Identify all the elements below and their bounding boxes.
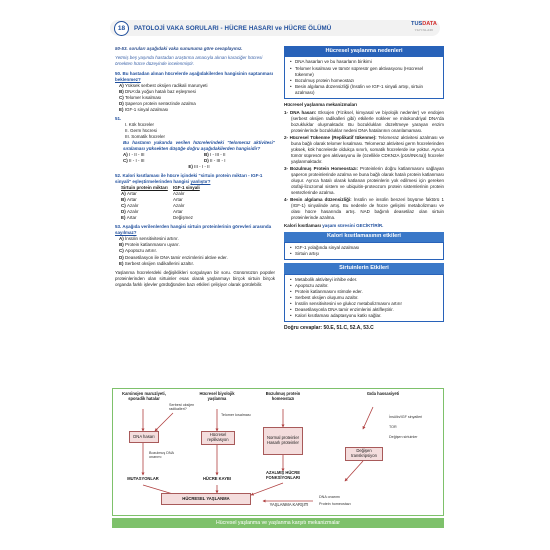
logo-subtitle: YAYINLARI bbox=[414, 28, 434, 33]
q51-option-2: C) II - I - III bbox=[123, 158, 145, 164]
question-51-list bbox=[115, 122, 275, 140]
arrow-trans-aging bbox=[345, 461, 363, 481]
sirtuin-effects-title: Sirtuinlerin Etkileri bbox=[284, 263, 444, 273]
q52-row-sirtuin: C) Azalır bbox=[121, 203, 139, 209]
mechanism-item: 3- Bozulmuş Protein Homeostazı: Proteinlerin doğru katlanmasını sağlayan şaperon proteinlerinde azalma ve buna bağlı olarak hatalı protein katlanması oluşur. Ayrıca hatalı olarak katlanan proteinlerin yok edilmesi için gereken otofaji-lizozomal sistem ve ubiquitin-proteozom protein sistemlerinin protein sentezlerinde azalma. bbox=[284, 165, 444, 195]
q52-row-sirtuin: D) Azalır bbox=[121, 209, 139, 215]
table-header-sirtuin: Sirtuin protein miktarı bbox=[121, 185, 168, 191]
mechanisms-list bbox=[284, 110, 444, 221]
question-52: 52. Kalori kısıtlaması ile hücre içindeki "sirtuin protein miktarı - IGF-1 sinyali" eşleştirmelerinden hangisi yanlıştır? bbox=[115, 173, 263, 185]
q52-row-sirtuin: E) Artar bbox=[121, 215, 137, 221]
q52-row-igf: Artar bbox=[173, 209, 183, 215]
diagram-telomere-short: Telomer kısalması bbox=[221, 413, 251, 417]
q50-option-4: E) IGF-1 sinyal azalması bbox=[119, 107, 169, 113]
question-53: 53. Aşağıda verilenlerden hangisi sirtuin proteinlerinin görevleri arasında sayılmaz? bbox=[115, 224, 272, 236]
sirtuin-effect-item: • Metabolik aktiviteyi inhibe eder. bbox=[289, 277, 439, 283]
question-51-text: Bu hastanın yukarıda verilen hücrelerindeki "telomeraz aktivitesi" sıralaması yüksekten düşüğe doğru aşağıdakilerden hangisidir? bbox=[123, 140, 275, 152]
table-header-igf: IGF-1 sinyali bbox=[173, 185, 200, 191]
q50-option-1: B) DNA'da yoğun hatalı baz eşleşmesi bbox=[119, 89, 196, 95]
calorie-effects-title: Kalori kısıtlamasının etkileri bbox=[284, 232, 444, 242]
diagram-insulin-igf: İnsülin/IGF sinyalleri bbox=[389, 415, 423, 419]
diagram-mutations: MUTASYONLAR bbox=[127, 476, 159, 481]
diagram-cellular-aging: HÜCRESEL YAŞLANMA bbox=[161, 493, 251, 505]
diagram-sirtuins-changed: Değişen sirtuinler bbox=[389, 435, 418, 439]
case-instruction: 50-53. soruları aşağıdaki vaka sununuma göre cevaplayınız. bbox=[115, 46, 243, 51]
diagram-tor: TOR bbox=[389, 425, 397, 429]
question-51-number: 51. bbox=[115, 116, 122, 122]
aging-cause-item: • Bozulmuş protein homeostazı bbox=[289, 78, 439, 84]
publisher-logo bbox=[408, 18, 440, 36]
q50-option-2: C) Telomer kısalması bbox=[119, 95, 162, 101]
diagram-proteins bbox=[263, 427, 303, 455]
sirtuin-effect-item: • Protein katlanmasını stimüle eder. bbox=[289, 289, 439, 295]
q52-row-sirtuin: A) Artar bbox=[121, 191, 137, 197]
diagram-food-sensitivity: Gıda hassasiyeti bbox=[366, 391, 400, 396]
q53-option-1: B) Protein katlanmasını uyarır. bbox=[119, 242, 180, 248]
calorie-restriction-note: Kalori kısıtlaması yaşam süresini GECİKTİRİR. bbox=[284, 222, 384, 228]
q51-option-4: E) III - I - II bbox=[188, 164, 210, 170]
aging-cause-item: • Telomer kısalması ve tümör süpresör gen aktivasyonu (Hücresel tükenme) bbox=[289, 66, 439, 78]
case-description: Yetmiş beş yaşında hastadan araştırma amacıyla alınan karaciğer hücresi örnekten hücre düzeyinde incelenmiştir. bbox=[115, 55, 263, 67]
sirtuin-effects-box bbox=[284, 274, 444, 322]
q52-row-igf: Değişmez bbox=[173, 215, 194, 221]
q52-row-sirtuin: B) Artar bbox=[121, 197, 137, 203]
sirtuin-effect-item: • Apoptozu azaltır. bbox=[289, 283, 439, 289]
q52-row-igf: Azalır bbox=[173, 203, 185, 209]
calorie-effect-item: • Sirtuin artışı bbox=[289, 251, 439, 257]
logo-text-data: DATA bbox=[422, 20, 437, 27]
arrow-radical-dna bbox=[155, 413, 173, 431]
mechanism-item: 1- DNA hasarı: Eksojen (Fiziksel, kimyasal ve biyolojik nedenler) ve endojen (serbest oksijen radikalleri gibi) etkilerle nükleer ve mitokondriyal DNA'da bozukluklar oluşmaktadır. Bu bozuklukları düzeltmeye yarayan enzim proteinlerinde bozukluklar nedeni DNA hatalarının onarılamaması. bbox=[284, 109, 444, 133]
question-52-table bbox=[115, 185, 275, 221]
diagram-dna-repair-impaired: Bozulmuş DNA onarımı bbox=[149, 451, 174, 460]
diagram-anti-aging: YAŞLANMA KARŞITI bbox=[269, 502, 309, 507]
diagram-normal-proteins: Normal proteinler bbox=[266, 435, 300, 441]
question-53-options bbox=[115, 236, 275, 266]
sirtuin-effect-item: • Serbest oksijen oluşumu azaltır. bbox=[289, 295, 439, 301]
arrow-food bbox=[363, 407, 373, 429]
aging-causes-box bbox=[284, 56, 444, 98]
mechanisms-title: Hücresel yaşlanma mekanizmaları bbox=[284, 101, 358, 107]
q52-row-igf: Azalır bbox=[173, 191, 185, 197]
q51-roman-item: III. Somatik hücreler bbox=[125, 134, 166, 140]
q51-option-0: A) I - II - III bbox=[123, 152, 145, 158]
diagram-transcription: Değişen transkripsiyon bbox=[345, 447, 383, 461]
aging-cause-item: • Besin algılama düzensizliği (İnsülin ve IGF-1 sinyali artışı, sirtuin azalması) bbox=[289, 84, 439, 96]
page-number: 18 bbox=[114, 21, 129, 36]
diagram-dna-repair: DNA onarımı bbox=[319, 495, 341, 499]
correct-answers: Doğru cevaplar: 50.E, 51.C, 52.A, 53.C bbox=[284, 325, 374, 331]
q51-option-3: D) II - III - I bbox=[204, 158, 226, 164]
calorie-effect-item: • IGF-1 yolağında sinyal azalması bbox=[289, 245, 439, 251]
explanation-text: Yaşlanma hücrelerdeki değişiklikleri sorgulayan bir soru. Günümüzün popüler proteinlerinden olan sirtuinler esas olarak yaşlanmayı birçok sirtuin birçok organda farklı işlevler gördüğünden bazı etkileri çelişiyor olarak görülebilir. bbox=[115, 269, 275, 287]
q51-roman-item: I. Kök hücreler bbox=[125, 122, 155, 128]
diagram-carcinogen: Karsinojen maruziyeti, sporadik hatalar bbox=[122, 391, 166, 401]
left-column bbox=[115, 46, 275, 288]
sirtuin-effect-item: • Deasetilasyonla DNA tamir enzimlerini aktifleştirir. bbox=[289, 307, 439, 313]
aging-cause-item: • DNA hasarları ve bu hasarların birikimi bbox=[289, 59, 439, 65]
q51-roman-item: II. Germ hücresi bbox=[125, 128, 158, 134]
diagram-free-radicals: Serbest oksijen radikalleri? bbox=[169, 403, 195, 412]
diagram-biological-aging: Hücresel biyolojik yaşlanma bbox=[199, 391, 235, 401]
header-title: PATOLOJİ VAKA SORULARI - HÜCRE HASARI ve HÜCRE ÖLÜMÜ bbox=[134, 24, 332, 32]
diagram-protein-homeostasis: Bozulmuş protein homeostazı bbox=[265, 391, 301, 401]
aging-diagram bbox=[112, 388, 444, 516]
q52-row-igf: Artar bbox=[173, 197, 183, 203]
aging-causes-title: Hücresel yaşlanma nedenleri bbox=[284, 46, 444, 56]
calorie-effects-box bbox=[284, 242, 444, 260]
question-50-options bbox=[115, 83, 275, 113]
diagram-dna-damage: DNA hasarı bbox=[129, 431, 159, 443]
mechanism-item: 4- Besin algılama düzensizliği: İnsülin ve insülin benzeri büyüme faktörü 1 (IGF-1) sinyalinde artış. Bu nedenle de hücre gelişimi metabolizması ve olası hücre hasarında artış. NAD bağımlı deasetilaz olan sirtuin proteinlerinde azalma. bbox=[284, 196, 444, 220]
logo-text-tus: TUS bbox=[411, 20, 423, 27]
sirtuin-effect-item: • İnsülin sensitivitesini ve glukoz metabolizmasını artırır bbox=[289, 301, 439, 307]
page-header bbox=[110, 20, 440, 36]
q53-option-3: D) Deasetilasyon ile DNA tamir enzimlerini aktive eder. bbox=[119, 254, 228, 260]
diagram-replication: Hücresel replikasyon bbox=[201, 431, 235, 445]
q53-option-0: A) İnsülin sensitivitesini artırır. bbox=[119, 236, 179, 242]
q51-option-1: B) I - III - II bbox=[204, 152, 226, 158]
q50-option-3: D) Şaperon protein sentezinde azalma bbox=[119, 101, 196, 107]
sirtuin-effect-item: • Kalori kısıtlaması adaptasyonu katkı sağlar. bbox=[289, 313, 439, 319]
diagram-damaged-proteins: Hasarlı proteinler bbox=[267, 440, 299, 445]
q50-option-0: A) Yüksek serbest oksijen radikali marunyeti bbox=[119, 83, 208, 89]
question-50: 50. Bu hastadan alınan hücrelerde aşağıdakilerden hangisinin saptanması beklenmez? bbox=[115, 71, 274, 83]
q53-option-4: E) Serbest oksijen radikallerini azaltır. bbox=[119, 260, 195, 266]
question-51-options bbox=[115, 152, 275, 170]
diagram-reduced-function: AZALMIŞ HÜCRE FONKSİYONLARI bbox=[266, 470, 300, 480]
q53-option-2: C) Apoptozu artırır. bbox=[119, 248, 158, 254]
diagram-protein-homeostasis-note: Protein homeostazı bbox=[319, 502, 351, 506]
mechanism-item: 2- Hücresel Tükenme (Replikatif tükenme): Telomeraz aktivitesi azalması ve buna bağlı olarak telomer kısalması. Telomeraz aktivitesi germ hücrelerinden yüksek, kök hücrelerde oldukça sınırlı, somatik hücrelerde ise yoktur. Ayrıca tümör süpresör gen aktivasyonu ile (özellikle CDKN2A (p16/INK4a)) hücreler yaşlanmaktadır. bbox=[284, 134, 444, 164]
right-column bbox=[284, 46, 444, 332]
diagram-cell-loss: HÜCRE KAYBI bbox=[202, 476, 232, 481]
arrow-func-aging bbox=[251, 483, 283, 495]
diagram-caption: Hücresel yaşlanma ve yaşlanma karşıtı mekanizmalar bbox=[112, 518, 444, 528]
